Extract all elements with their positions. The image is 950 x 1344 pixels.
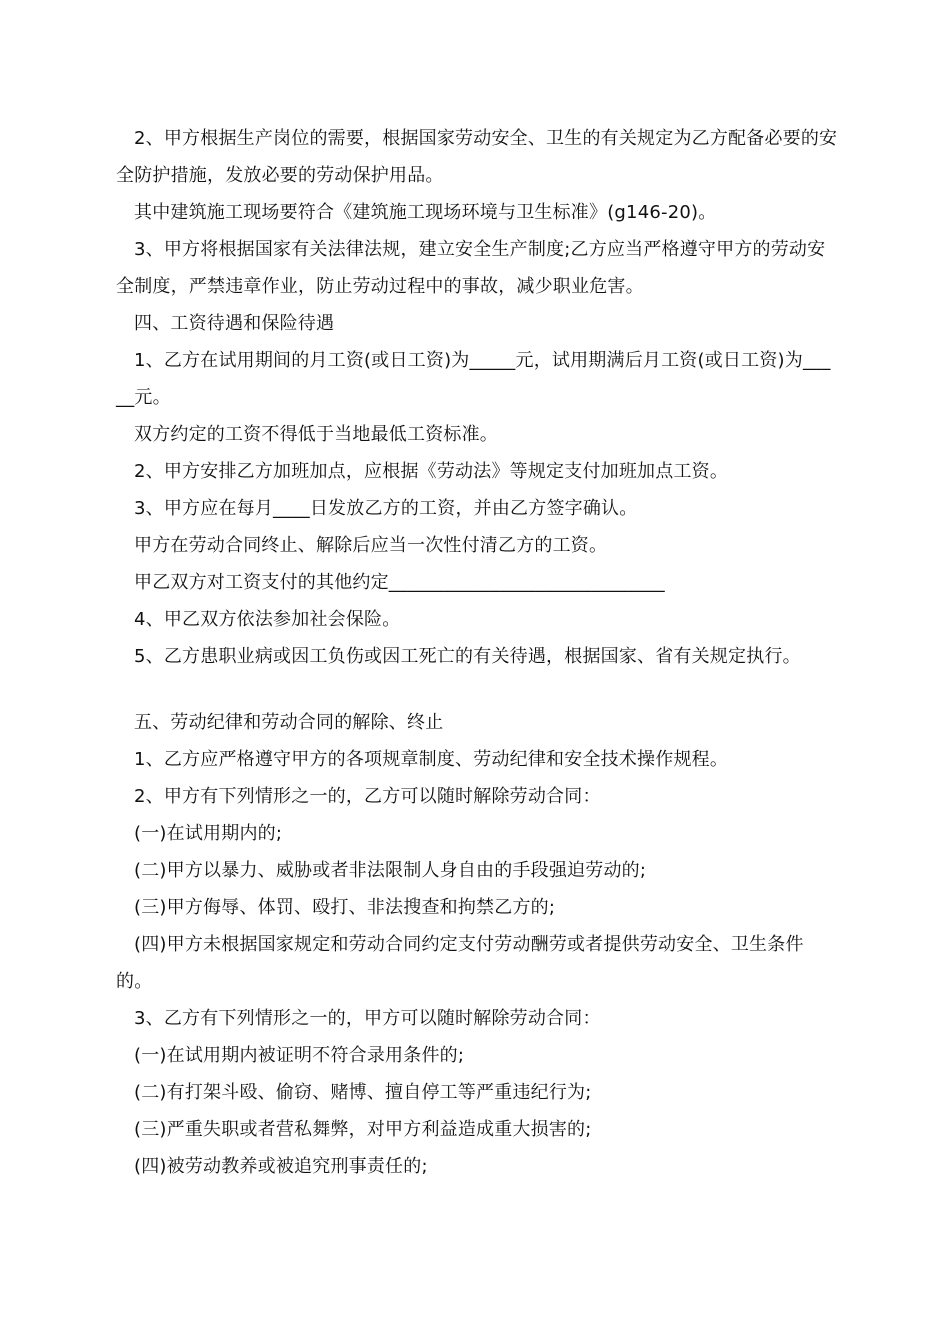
list-item: (四)甲方未根据国家规定和劳动合同约定支付劳动酬劳或者提供劳动安全、卫生条件的。: [116, 934, 804, 992]
paragraph: 2、甲方安排乙方加班加点，应根据《劳动法》等规定支付加班加点工资。: [134, 461, 729, 482]
paragraph: 2、甲方有下列情形之一的，乙方可以随时解除劳动合同：: [134, 786, 601, 807]
list-item: (三)甲方侮辱、体罚、殴打、非法搜查和拘禁乙方的;: [134, 897, 556, 918]
list-item: (二)甲方以暴力、威胁或者非法限制人身自由的手段强迫劳动的;: [134, 860, 647, 881]
section-heading: 四、工资待遇和保险待遇: [134, 313, 335, 334]
paragraph: 双方约定的工资不得低于当地最低工资标准。: [134, 424, 498, 445]
list-item: (一)在试用期内的;: [134, 823, 283, 844]
paragraph: 1、乙方在试用期间的月工资(或日工资)为_____元，试用期满后月工资(或日工资)为_____元。: [116, 350, 831, 408]
paragraph: 2、甲方根据生产岗位的需要，根据国家劳动安全、卫生的有关规定为乙方配备必要的安全防护措施，发放必要的劳动保护用品。: [116, 128, 838, 186]
paragraph: 甲方在劳动合同终止、解除后应当一次性付清乙方的工资。: [134, 535, 608, 556]
list-item: (二)有打架斗殴、偷窃、赌博、擅自停工等严重违纪行为;: [134, 1082, 592, 1103]
paragraph: 5、乙方患职业病或因工负伤或因工死亡的有关待遇，根据国家、省有关规定执行。: [134, 646, 801, 667]
paragraph: 甲乙双方对工资支付的其他约定______________________________: [134, 572, 665, 593]
list-item: (四)被劳动教养或被追究刑事责任的;: [134, 1156, 428, 1177]
list-item: (三)严重失职或者营私舞弊，对甲方利益造成重大损害的;: [134, 1119, 592, 1140]
section-gap: [116, 675, 838, 704]
paragraph: 其中建筑施工现场要符合《建筑施工现场环境与卫生标准》(g146-20)。: [134, 202, 717, 223]
paragraph: 3、甲方应在每月____日发放乙方的工资，并由乙方签字确认。: [134, 498, 638, 519]
paragraph: 1、乙方应严格遵守甲方的各项规章制度、劳动纪律和安全技术操作规程。: [134, 749, 729, 770]
section-heading: 五、劳动纪律和劳动合同的解除、终止: [134, 712, 444, 733]
list-item: (一)在试用期内被证明不符合录用条件的;: [134, 1045, 465, 1066]
paragraph: 4、甲乙双方依法参加社会保险。: [134, 609, 401, 630]
paragraph: 3、乙方有下列情形之一的，甲方可以随时解除劳动合同：: [134, 1008, 601, 1029]
document-body: [116, 120, 838, 1185]
paragraph: 3、甲方将根据国家有关法律法规，建立安全生产制度;乙方应当严格遵守甲方的劳动安全制度，严禁违章作业，防止劳动过程中的事故，减少职业危害。: [116, 239, 826, 297]
